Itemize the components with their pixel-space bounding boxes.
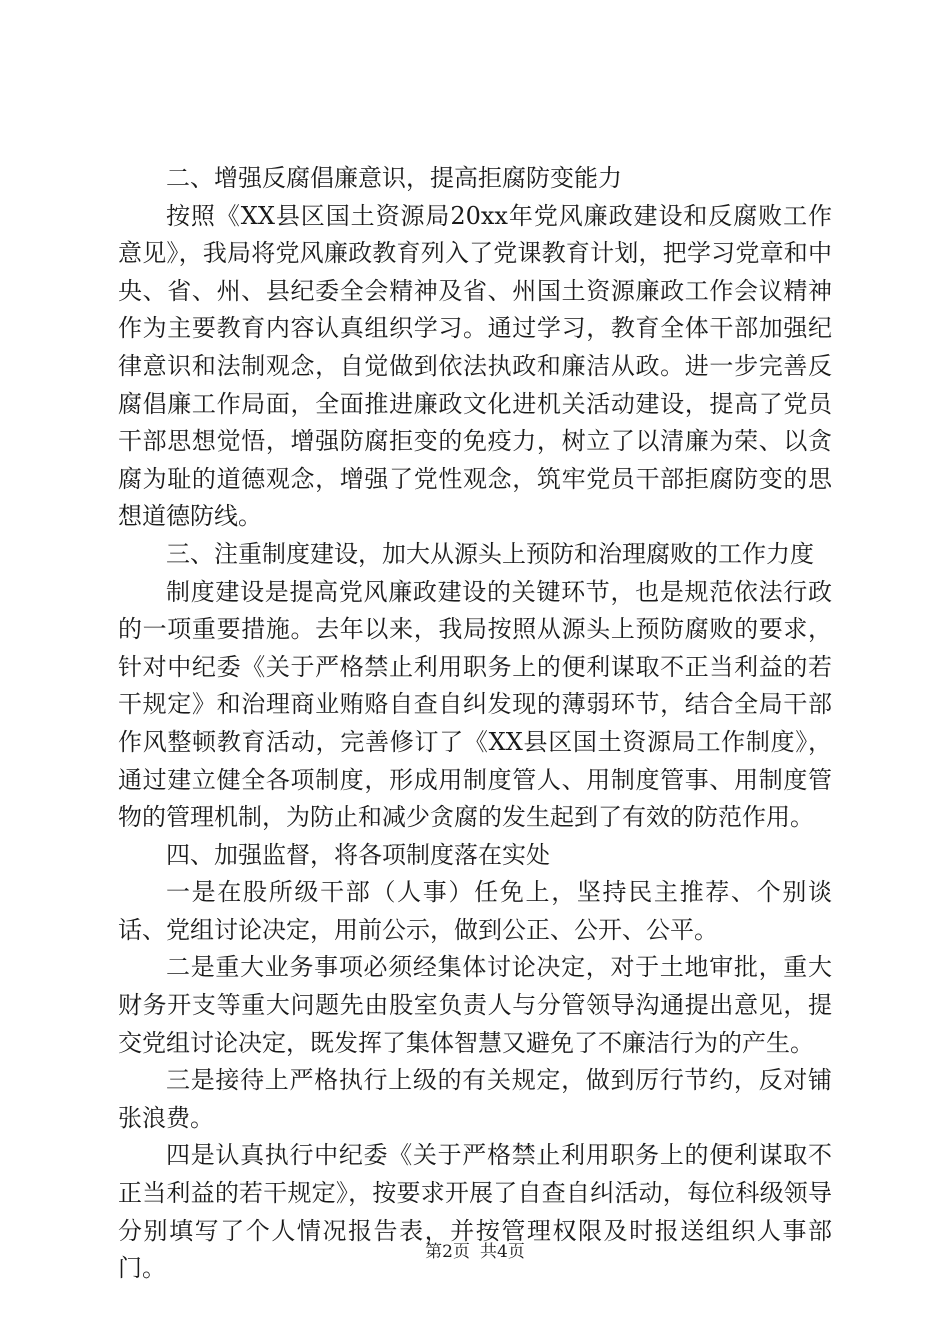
section-heading-4: 四、加强监督，将各项制度落在实处 bbox=[166, 840, 550, 869]
document-body bbox=[118, 160, 832, 1288]
paragraph: 一是在股所级干部（人事）任免上，坚持民主推荐、个别谈话、党组讨论决定，用前公示，做到公正、公开、公平。 bbox=[118, 878, 832, 944]
page-total: 共4页 bbox=[480, 1242, 525, 1262]
page-footer bbox=[0, 1240, 950, 1264]
paragraph: 制度建设是提高党风廉政建设的关键环节，也是规范依法行政的一项重要措施。去年以来，我局按照从源头上预防腐败的要求，针对中纪委《关于严格禁止利用职务上的便利谋取不正当利益的若干规定》和治理商业贿赂自查自纠发现的薄弱环节，结合全局干部作风整顿教育活动，完善修订了《XX县区国土资源局工作制度》，通过建立健全各项制度，形成用制度管人、用制度管事、用制度管物的管理机制，为防止和减少贪腐的发生起到了有效的防范作用。 bbox=[118, 577, 832, 832]
paragraph: 四是认真执行中纪委《关于严格禁止利用职务上的便利谋取不正当利益的若干规定》，按要求开展了自查自纠活动，每位科级领导分别填写了个人情况报告表，并按管理权限及时报送组织人事部门。 bbox=[118, 1141, 832, 1283]
page-number: 第2页 bbox=[425, 1242, 470, 1262]
paragraph: 二是重大业务事项必须经集体讨论决定，对于土地审批，重大财务开支等重大问题先由股室负责人与分管领导沟通提出意见，提交党组讨论决定，既发挥了集体智慧又避免了不廉洁行为的产生。 bbox=[118, 953, 832, 1057]
section-heading-2: 二、增强反腐倡廉意识，提高拒腐防变能力 bbox=[166, 164, 622, 192]
paragraph: 按照《XX县区国土资源局20xx年党风廉政建设和反腐败工作意见》，我局将党风廉政教育列入了党课教育计划，把学习党章和中央、省、州、县纪委全会精神及省、州国土资源廉政工作会议精神作为主要教育内容认真组织学习。通过学习，教育全体干部加强纪律意识和法制观念，自觉做到依法执政和廉洁从政。进一步完善反腐倡廉工作局面，全面推进廉政文化进机关活动建设，提高了党员干部思想觉悟，增强防腐拒变的免疫力，树立了以清廉为荣、以贪腐为耻的道德观念，增强了党性观念，筑牢党员干部拒腐防变的思想道德防线。 bbox=[118, 201, 832, 531]
section-heading-3: 三、注重制度建设，加大从源头上预防和治理腐败的工作力度 bbox=[166, 539, 814, 568]
paragraph: 三是接待上严格执行上级的有关规定，做到厉行节约，反对铺张浪费。 bbox=[118, 1066, 832, 1132]
